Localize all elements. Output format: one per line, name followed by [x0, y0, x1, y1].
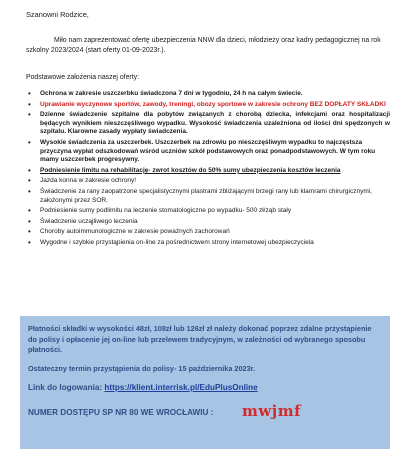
deadline-text: Ostateczny termin przystąpienia do polisy- 15 października 2023r. [28, 364, 256, 373]
offer-list [26, 90, 390, 249]
list-item [26, 188, 390, 205]
item-bold-underlined-text: Podniesienie limitu na rehabilitację- zwrot kosztów do 50% sumy ubezpieczenia kosztów leczenia [40, 166, 341, 174]
login-link[interactable]: https://klient.interrisk.pl/EduPlusOnline [104, 383, 258, 392]
item-text: Świadczenie ucząjliwego leczenia [40, 217, 138, 225]
list-item [26, 90, 390, 99]
list-item [26, 218, 390, 227]
intro-text: Miło nam zaprezentować ofertę ubezpieczenia NNW dla dzieci, młodzieży oraz kadry pedagogicznej na rok szkolny 2023/2024 (start oferty 01-09-2023r.). [26, 37, 381, 54]
greeting: Szanowni Rodzice, [26, 10, 89, 19]
item-red-text: Uprawianie wyczynowe sportów, zawody, treningi, obozy sportowe w zakresie ochrony BEZ DOPŁATY SKŁADKI [40, 100, 386, 108]
access-label: NUMER DOSTĘPU SP NR 80 WE WROCŁAWIU : [28, 408, 214, 417]
list-item [26, 177, 390, 186]
item-bold-text: Ochrona w zakresie uszczerbku świadczona 7 dni w tygodniu, 24 h na całym świecie. [40, 90, 303, 97]
item-text: Jazda konna w zakresie ochrony! [40, 177, 137, 185]
list-item [26, 139, 390, 165]
list-item [26, 207, 390, 216]
list-item [26, 101, 390, 110]
payment-info-box [20, 316, 390, 449]
item-text: Choroby autoimmunologiczne w zakresie poważnych zachorowań [40, 228, 230, 236]
item-text: Wygodne i szybkie przystąpienia on-line za pośrednictwem strony internetowej ubezpieczyciela [40, 238, 314, 246]
list-item [26, 228, 390, 237]
intro-paragraph [26, 36, 390, 55]
login-label: Link do logowania: [28, 383, 105, 392]
basics-heading: Podstawowe założenia naszej oferty: [26, 74, 139, 81]
item-bold-text: Dzienne świadczenie szpitalne dla pobytów związanych z chorobą dziecka, infekcjami oraz hospitalizacji będących wynikiem nieszczęśliwego wypadku. Wysokość świadczenia uzależniona od ilości dni spędzonych w szpitalu. Klarowne zasady wypłaty świadczenia. [40, 111, 390, 136]
item-text: Podniesienie sumy podlimitu na leczenie stomatologiczne po wypadku- 500 zł/ząb stały [40, 207, 292, 215]
list-item [26, 111, 390, 137]
list-item [26, 167, 390, 176]
access-code: mwjmf [242, 402, 302, 420]
item-bold-text: Wysokie świadczenia za uszczerbek. Uszczerbek na zdrowiu po nieszczęśliwym wypadku to najczęstsza przyczyna wypłat odszkodowań wśród uczniów szkół podstawowych oraz ponadpodstawowych. W tym roku mamy uszczerbek progresywny. [40, 138, 376, 164]
login-line [28, 383, 258, 392]
list-item [26, 239, 390, 248]
fee-paragraph: Płatności składki w wysokości 48zł, 108zł lub 126zł zł należy dokonać poprzez zdalne przystąpienie do polisy i opłacenie jej on-line lub przelewem tradycyjnym, w zależności od wybranego sposobu płatności. [28, 324, 372, 355]
item-text: Świadczenie za rany zaopatrzone specjalistycznymi plastrami zbliżającymi brzegi rany lub klamrami chirurgicznymi, założonymi przez SOR. [40, 187, 372, 204]
